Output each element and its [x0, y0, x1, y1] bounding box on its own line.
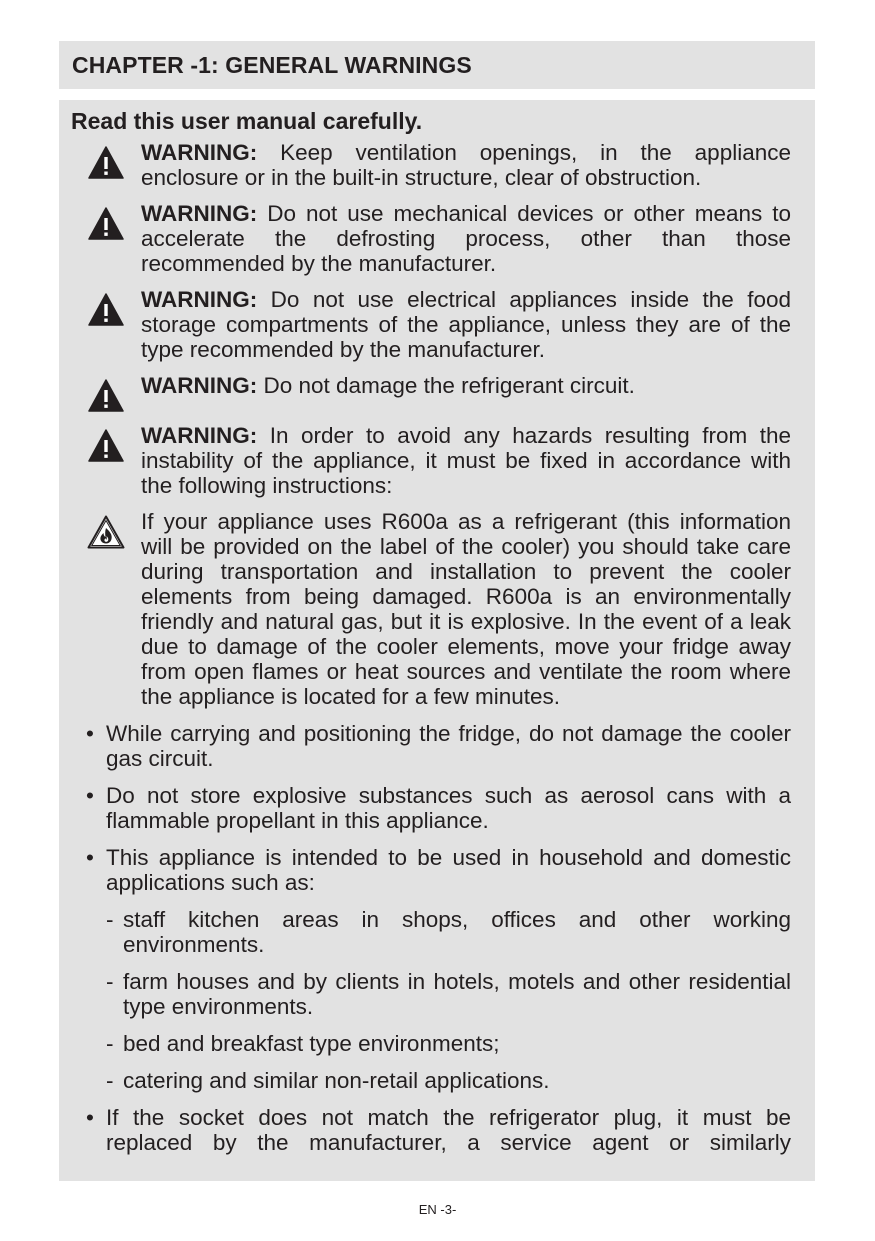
warning-text — [141, 201, 791, 276]
list-item-text: Do not store explosive substances such as aerosol cans with a flammable propellant in this appliance. — [106, 783, 791, 833]
warning-item — [71, 373, 791, 412]
page-number: EN -3- — [418, 1202, 457, 1217]
list-item-text: While carrying and positioning the fridge, do not damage the cooler gas circuit. — [106, 721, 791, 771]
warning-triangle-icon — [71, 201, 141, 240]
sub-list-item — [71, 969, 791, 1019]
list-item-text: This appliance is intended to be used in household and domestic applications such as: — [106, 845, 791, 895]
warning-triangle-icon — [71, 287, 141, 326]
bullet-mark: • — [86, 1105, 94, 1130]
warning-item — [71, 423, 791, 498]
list-item — [71, 1105, 791, 1155]
warning-text — [141, 287, 791, 362]
sub-list-item — [71, 907, 791, 957]
warning-item — [71, 287, 791, 362]
sub-list-item-text: catering and similar non-retail applications. — [123, 1068, 550, 1093]
bullet-mark: • — [86, 721, 94, 746]
warning-label: WARNING: — [141, 201, 258, 226]
list-item — [71, 783, 791, 833]
dash-mark: - — [106, 969, 114, 994]
sub-list-item — [71, 1031, 791, 1056]
warning-label: WARNING: — [141, 373, 258, 398]
sub-list-item-text: farm houses and by clients in hotels, motels and other residential type environments. — [123, 969, 791, 1019]
bullet-mark: • — [86, 845, 94, 870]
dash-mark: - — [106, 907, 114, 932]
chapter-title: CHAPTER -1: GENERAL WARNINGS — [72, 51, 472, 78]
flammable-note-text: If your appliance uses R600a as a refrigerant (this information will be provided on the label of the cooler) you should take care during transportation and installation to prevent the cooler elements from being damaged. R600a is an environmentally friendly and natural gas, but it is explosive. In the event of a leak due to damage of the cooler elements, move your fridge away from open flames or heat sources and ventilate the room where the appliance is located for a few minutes. — [141, 509, 791, 709]
intro-text: Read this user manual carefully. — [71, 108, 423, 134]
warning-text — [141, 373, 791, 398]
warning-body: Do not damage the refrigerant circuit. — [257, 373, 635, 398]
chapter-header — [59, 41, 815, 89]
warning-label: WARNING: — [141, 140, 258, 165]
warning-item — [71, 201, 791, 276]
bullet-mark: • — [86, 783, 94, 808]
warning-label: WARNING: — [141, 287, 258, 312]
dash-mark: - — [106, 1031, 114, 1056]
warning-body: Keep ventilation openings, in the appliance enclosure or in the built-in structure, clear of obstruction. — [141, 140, 791, 190]
flammable-warning-icon — [71, 509, 141, 549]
list-item-text: If the socket does not match the refrigerator plug, it must be replaced by the manufacturer, a service agent or similarly — [106, 1105, 791, 1155]
warnings-section — [59, 100, 815, 1181]
warning-text — [141, 423, 791, 498]
warning-triangle-icon — [71, 423, 141, 462]
warning-body: Do not use mechanical devices or other means to accelerate the defrosting process, other than those recommended by the manufacturer. — [141, 201, 791, 276]
warning-item — [71, 140, 791, 190]
sub-list-item — [71, 1068, 791, 1093]
warning-triangle-icon — [71, 373, 141, 412]
sub-list-item-text: staff kitchen areas in shops, offices and other working environments. — [123, 907, 791, 957]
sub-list-item-text: bed and breakfast type environments; — [123, 1031, 500, 1056]
list-item — [71, 845, 791, 895]
dash-mark: - — [106, 1068, 114, 1093]
warning-label: WARNING: — [141, 423, 258, 448]
warning-triangle-icon — [71, 140, 141, 179]
warning-text — [141, 140, 791, 190]
warning-body: In order to avoid any hazards resulting from the instability of the appliance, it must be fixed in accordance with the following instructions: — [141, 423, 791, 498]
warning-body: Do not use electrical appliances inside the food storage compartments of the appliance, unless they are of the type recommended by the manufacturer. — [141, 287, 791, 362]
list-item — [71, 721, 791, 771]
flammable-note — [71, 509, 791, 709]
